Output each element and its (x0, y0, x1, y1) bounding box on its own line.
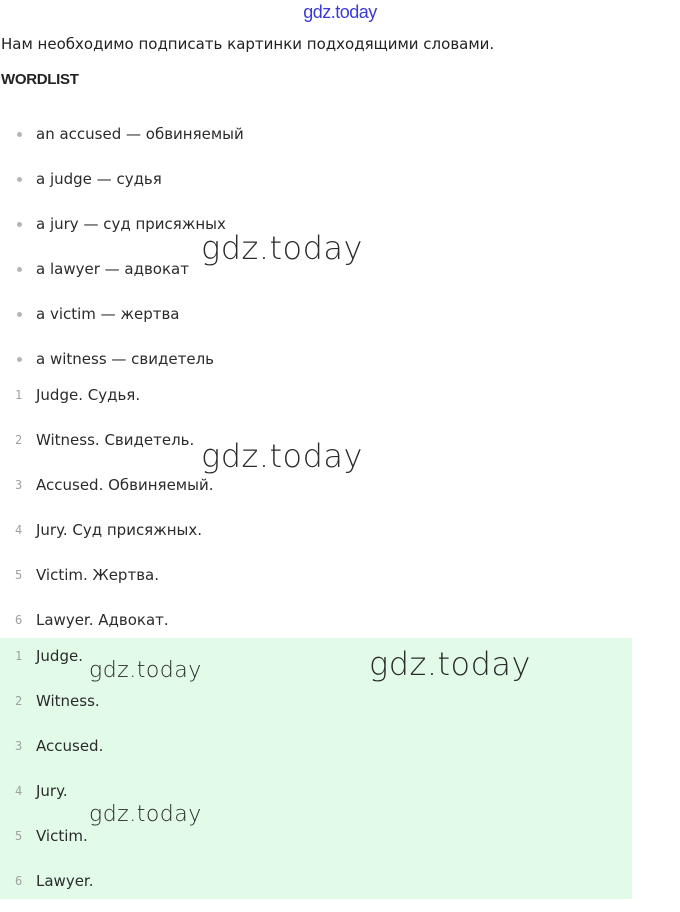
answer-number: 5 (15, 568, 23, 582)
wordlist-item (0, 120, 244, 165)
answer-text: Jury. Суд присяжных. (36, 521, 203, 539)
answer-number: 2 (15, 694, 23, 708)
answer-number: 6 (15, 613, 23, 627)
short-answer-text: Victim. (36, 827, 88, 845)
bullet-icon (17, 267, 22, 272)
bullet-icon (17, 177, 22, 182)
wordlist-item-text: a victim — жертва (36, 305, 180, 323)
bullet-icon (17, 222, 22, 227)
short-answer-item (0, 867, 103, 912)
short-answer-item (0, 732, 103, 777)
answer-number: 4 (15, 523, 23, 537)
wordlist-item (0, 300, 244, 345)
wordlist-item (0, 255, 244, 300)
wordlist-heading: WORDLIST (1, 71, 79, 88)
answer-number: 5 (15, 829, 23, 843)
short-answer-text: Accused. (36, 737, 104, 755)
short-answer-item (0, 687, 103, 732)
answer-number: 2 (15, 433, 23, 447)
answer-number: 4 (15, 784, 23, 798)
answer-text: Witness. Свидетель. (36, 431, 195, 449)
answer-number: 3 (15, 739, 23, 753)
wordlist-item (0, 165, 244, 210)
short-answer-text: Lawyer. (36, 872, 94, 890)
short-answer-item (0, 777, 103, 822)
short-answer-text: Judge. (36, 647, 83, 665)
short-answer-text: Jury. (36, 782, 68, 800)
task-instruction: Нам необходимо подписать картинки подходящими словами. (1, 35, 495, 53)
watermark: gdz.today (369, 645, 531, 683)
short-answer-item (0, 822, 103, 867)
answer-number: 3 (15, 478, 23, 492)
short-answer-list (0, 642, 103, 912)
watermark: gdz.today (201, 229, 363, 267)
watermark: gdz.today (89, 802, 202, 827)
answer-item (0, 561, 213, 606)
answer-item (0, 381, 213, 426)
answer-text: Judge. Судья. (36, 386, 141, 404)
wordlist-item-text: a judge — судья (36, 170, 162, 188)
site-logo[interactable]: gdz.today (303, 2, 377, 22)
watermark: gdz.today (89, 658, 202, 683)
short-answer-text: Witness. (36, 692, 100, 710)
wordlist-item-text: a witness — свидетель (36, 350, 215, 368)
answer-item (0, 516, 213, 561)
answer-item (0, 426, 213, 471)
wordlist-item-text: an accused — обвиняемый (36, 125, 244, 143)
answer-text: Lawyer. Адвокат. (36, 611, 169, 629)
watermark: gdz.today (201, 437, 363, 475)
answer-item (0, 471, 213, 516)
answer-text: Victim. Жертва. (36, 566, 159, 584)
answer-text: Accused. Обвиняемый. (36, 476, 214, 494)
short-answer-item (0, 642, 103, 687)
bullet-icon (17, 312, 22, 317)
bullet-icon (17, 357, 22, 362)
answer-number: 6 (15, 874, 23, 888)
bullet-icon (17, 132, 22, 137)
wordlist (0, 120, 244, 390)
answer-number: 1 (15, 388, 23, 402)
answer-list (0, 381, 213, 651)
wordlist-item-text: a jury — суд присяжных (36, 215, 226, 233)
wordlist-item (0, 210, 244, 255)
answer-number: 1 (15, 649, 23, 663)
wordlist-item-text: a lawyer — адвокат (36, 260, 189, 278)
